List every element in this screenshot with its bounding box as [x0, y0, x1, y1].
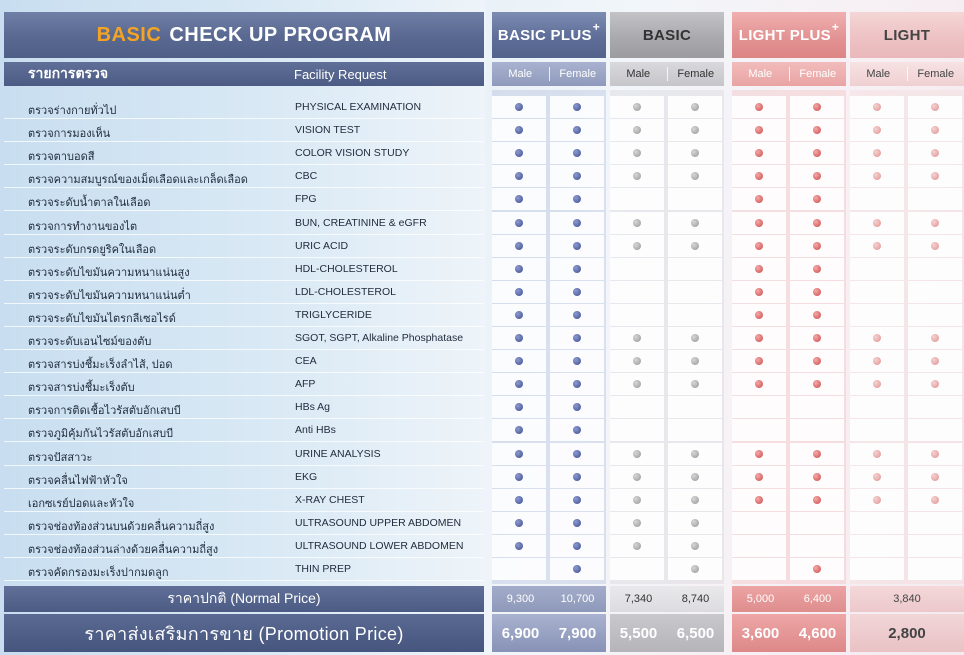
plus-mark: +: [831, 20, 840, 34]
gender-female-label: Female: [917, 68, 955, 80]
promotion-price-cell: [732, 614, 846, 652]
col-header-en: Facility Request: [294, 66, 387, 82]
included-dot-icon: [691, 450, 699, 458]
included-dot-icon: [931, 334, 939, 342]
check-cell: [908, 304, 962, 326]
included-dot-icon: [573, 519, 581, 527]
normal-price-value: 3,840: [893, 593, 921, 605]
included-dot-icon: [691, 542, 699, 550]
promotion-price-value: 6,500: [676, 624, 715, 642]
test-row: [4, 258, 484, 281]
check-cell: [908, 281, 962, 303]
gender-female-label: Female: [799, 68, 837, 80]
test-name-thai: ตรวจคัดกรองมะเร็งปากมดลูก: [28, 567, 169, 579]
included-dot-icon: [691, 219, 699, 227]
test-row: [4, 119, 484, 142]
check-cell: [850, 558, 904, 580]
test-name-en: CEA: [295, 355, 317, 368]
included-dot-icon: [633, 519, 641, 527]
included-dot-icon: [633, 542, 641, 550]
promotion-price-value: 4,600: [798, 624, 837, 642]
check-cell: [610, 419, 664, 441]
test-name-en: COLOR VISION STUDY: [295, 147, 410, 160]
included-dot-icon: [873, 242, 881, 250]
included-dot-icon: [873, 473, 881, 481]
check-cell: [850, 281, 904, 303]
test-name-thai: ตรวจระดับไขมันความหนาแน่นต่ำ: [28, 289, 191, 302]
promotion-price-value: 5,500: [619, 624, 658, 642]
included-dot-icon: [691, 565, 699, 573]
included-dot-icon: [573, 311, 581, 319]
check-cell: [790, 396, 844, 418]
test-row: [4, 304, 484, 327]
check-cell: [732, 535, 786, 557]
check-cell: [610, 281, 664, 303]
column-header-left: [4, 62, 484, 86]
gender-header: [610, 62, 724, 86]
included-dot-icon: [755, 219, 763, 227]
gender-male-label: Male: [626, 68, 651, 80]
test-row: [4, 188, 484, 211]
test-name-en: BUN, CREATININE & eGFR: [295, 216, 427, 229]
test-name-en: THIN PREP: [295, 563, 352, 575]
included-dot-icon: [931, 219, 939, 227]
test-name-thai: ตรวจการมองเห็น: [28, 128, 111, 141]
included-dot-icon: [573, 565, 581, 573]
included-dot-icon: [813, 473, 821, 481]
test-name-en: URINE ANALYSIS: [295, 447, 381, 460]
promotion-price-cell: [610, 614, 724, 652]
normal-price-cell: [850, 586, 964, 612]
included-dot-icon: [873, 219, 881, 227]
test-row: [4, 235, 484, 258]
test-name-thai: ตรวจระดับไขมันความหนาแน่นสูง: [28, 266, 190, 279]
test-row: [4, 281, 484, 304]
check-cell: [732, 419, 786, 441]
test-row: [4, 212, 484, 235]
test-row: [4, 466, 484, 489]
test-row: [4, 443, 484, 466]
check-cell: [850, 304, 904, 326]
col-header-thai: รายการตรวจ: [28, 65, 109, 81]
promotion-price-cell: [850, 614, 964, 652]
included-dot-icon: [813, 265, 821, 273]
check-cell: [732, 512, 786, 534]
check-cell: [668, 281, 722, 303]
program-title: [4, 12, 484, 58]
gender-male-label: Male: [748, 68, 773, 80]
included-dot-icon: [573, 473, 581, 481]
test-name-thai: ตรวจความสมบูรณ์ของเม็ดเลือดและเกล็ดเลือด: [28, 174, 248, 187]
test-name-en: HBs Ag: [295, 401, 331, 414]
promotion-price-label: ราคาส่งเสริมการขาย (Promotion Price): [4, 614, 484, 652]
test-row: [4, 142, 484, 165]
included-dot-icon: [573, 265, 581, 273]
promotion-price-value: 7,900: [558, 624, 597, 642]
normal-price-cell: [732, 586, 846, 612]
check-cell: [850, 188, 904, 210]
normal-price-value: 9,300: [506, 593, 535, 605]
check-cell: [610, 396, 664, 418]
test-row: [4, 535, 484, 558]
promotion-price-value: 6,900: [501, 624, 540, 642]
test-row: [4, 327, 484, 350]
test-name-en: X-RAY CHEST: [295, 493, 365, 506]
package-name: LIGHT PLUS: [738, 26, 831, 44]
check-cell: [850, 419, 904, 441]
package-name: BASIC: [642, 26, 692, 44]
check-cell: [850, 535, 904, 557]
check-cell: [908, 188, 962, 210]
gender-male-label: Male: [508, 68, 533, 80]
check-cell: [908, 419, 962, 441]
included-dot-icon: [573, 219, 581, 227]
normal-price-value: 6,400: [803, 593, 832, 605]
included-dot-icon: [691, 473, 699, 481]
included-dot-icon: [633, 242, 641, 250]
test-name-thai: ตรวจระดับเอนไซม์ของตับ: [28, 336, 152, 348]
included-dot-icon: [691, 242, 699, 250]
check-cell: [610, 188, 664, 210]
test-name-thai: ตรวจภูมิคุ้มกันไวรัสตับอักเสบบี: [28, 428, 174, 441]
included-dot-icon: [633, 473, 641, 481]
test-name-en: AFP: [295, 378, 316, 391]
included-dot-icon: [755, 265, 763, 273]
included-dot-icon: [573, 288, 581, 296]
included-dot-icon: [633, 219, 641, 227]
included-dot-icon: [515, 265, 523, 273]
check-cell: [790, 512, 844, 534]
included-dot-icon: [755, 334, 763, 342]
test-row: [4, 96, 484, 119]
test-name-en: LDL-CHOLESTEROL: [295, 285, 396, 298]
included-dot-icon: [813, 311, 821, 319]
included-dot-icon: [755, 450, 763, 458]
included-dot-icon: [515, 519, 523, 527]
check-cell: [790, 535, 844, 557]
gender-header: [492, 62, 606, 86]
included-dot-icon: [813, 103, 821, 111]
included-dot-icon: [633, 450, 641, 458]
normal-price-cell: [492, 586, 606, 612]
normal-price-value: 7,340: [624, 593, 653, 605]
promotion-price-value: 3,600: [741, 624, 780, 642]
test-name-thai: ตรวจปัสสาวะ: [28, 451, 93, 464]
test-name-en: PHYSICAL EXAMINATION: [295, 101, 422, 113]
included-dot-icon: [873, 103, 881, 111]
test-name-thai: ตรวจตาบอดสี: [28, 151, 95, 164]
included-dot-icon: [691, 496, 699, 504]
included-dot-icon: [755, 103, 763, 111]
normal-price-cell: [610, 586, 724, 612]
test-name-thai: ตรวจช่องท้องส่วนล่างด้วยคลื่นความถี่สูง: [28, 543, 219, 556]
package-name: LIGHT: [883, 26, 931, 44]
test-name-thai: ตรวจสารบ่งชี้มะเร็งตับ: [28, 382, 135, 395]
test-name-thai: เอกซเรย์ปอดและหัวใจ: [28, 497, 135, 510]
gender-header: [850, 62, 964, 86]
check-cell: [850, 258, 904, 280]
title-accent: BASIC: [96, 23, 162, 46]
check-cell: [850, 512, 904, 534]
included-dot-icon: [691, 103, 699, 111]
test-row: [4, 512, 484, 535]
check-cell: [668, 258, 722, 280]
check-cell: [732, 396, 786, 418]
included-dot-icon: [931, 103, 939, 111]
included-dot-icon: [813, 565, 821, 573]
package-header: [492, 12, 606, 58]
included-dot-icon: [755, 288, 763, 296]
included-dot-icon: [813, 496, 821, 504]
check-cell: [668, 304, 722, 326]
test-name-en: EKG: [295, 470, 318, 483]
included-dot-icon: [515, 242, 523, 250]
test-name-thai: ตรวจร่างกายทั่วไป: [28, 105, 117, 117]
gender-female-label: Female: [677, 68, 715, 80]
promotion-price-value: 2,800: [888, 624, 926, 642]
included-dot-icon: [573, 496, 581, 504]
normal-price-label: ราคาปกติ (Normal Price): [4, 586, 484, 612]
included-dot-icon: [813, 219, 821, 227]
gender-header: [732, 62, 846, 86]
test-name-en: Anti HBs: [295, 424, 336, 437]
included-dot-icon: [813, 450, 821, 458]
check-cell: [668, 188, 722, 210]
check-cell: [790, 419, 844, 441]
included-dot-icon: [873, 334, 881, 342]
test-name-en: SGOT, SGPT, Alkaline Phosphatase: [295, 332, 464, 344]
included-dot-icon: [931, 496, 939, 504]
included-dot-icon: [515, 542, 523, 550]
package-header: [610, 12, 724, 58]
check-cell: [908, 558, 962, 580]
package-header: [850, 12, 964, 58]
included-dot-icon: [515, 219, 523, 227]
normal-price-value: 10,700: [560, 593, 595, 605]
promotion-price-cell: [492, 614, 606, 652]
test-name-thai: ตรวจช่องท้องส่วนบนด้วยคลื่นความถี่สูง: [28, 520, 215, 533]
check-cell: [908, 396, 962, 418]
test-row: [4, 396, 484, 419]
test-name-thai: ตรวจการทำงานของไต: [28, 220, 138, 233]
included-dot-icon: [515, 288, 523, 296]
test-name-thai: ตรวจสารบ่งชี้มะเร็งลำไส้, ปอด: [28, 359, 173, 372]
plus-mark: +: [592, 20, 601, 34]
included-dot-icon: [515, 450, 523, 458]
included-dot-icon: [515, 496, 523, 504]
test-name-en: CBC: [295, 170, 318, 183]
check-cell: [850, 396, 904, 418]
included-dot-icon: [573, 542, 581, 550]
gender-female-label: Female: [559, 68, 597, 80]
check-cell: [908, 512, 962, 534]
test-row: [4, 558, 484, 581]
included-dot-icon: [515, 103, 523, 111]
included-dot-icon: [755, 473, 763, 481]
included-dot-icon: [813, 242, 821, 250]
included-dot-icon: [755, 311, 763, 319]
check-cell: [610, 304, 664, 326]
included-dot-icon: [873, 450, 881, 458]
package-name: BASIC PLUS: [497, 26, 592, 44]
test-name-en: VISION TEST: [295, 124, 361, 137]
check-cell: [610, 558, 664, 580]
included-dot-icon: [515, 473, 523, 481]
included-dot-icon: [573, 450, 581, 458]
title-rest: CHECK UP PROGRAM: [169, 23, 392, 46]
test-name-en: URIC ACID: [295, 239, 349, 252]
normal-price-value: 5,000: [746, 593, 775, 605]
test-row: [4, 165, 484, 188]
check-cell: [732, 558, 786, 580]
included-dot-icon: [573, 242, 581, 250]
package-header: [732, 12, 846, 58]
included-dot-icon: [633, 334, 641, 342]
test-name-thai: ตรวจระดับกรดยูริคในเลือด: [28, 243, 157, 256]
test-row: [4, 373, 484, 396]
gender-male-label: Male: [866, 68, 891, 80]
included-dot-icon: [515, 334, 523, 342]
included-dot-icon: [813, 334, 821, 342]
included-dot-icon: [515, 311, 523, 319]
test-name-en: ULTRASOUND LOWER ABDOMEN: [295, 539, 464, 552]
check-cell: [908, 258, 962, 280]
check-cell: [668, 396, 722, 418]
test-name-thai: ตรวจระดับน้ำตาลในเลือด: [28, 197, 151, 210]
included-dot-icon: [633, 103, 641, 111]
test-name-thai: ตรวจคลื่นไฟฟ้าหัวใจ: [28, 474, 128, 487]
test-name-en: FPG: [295, 193, 317, 206]
check-cell: [668, 419, 722, 441]
normal-price-value: 8,740: [681, 593, 710, 605]
test-name-en: ULTRASOUND UPPER ABDOMEN: [295, 516, 462, 529]
test-name-thai: ตรวจการติดเชื้อไวรัสตับอักเสบบี: [28, 405, 181, 418]
test-row: [4, 350, 484, 373]
included-dot-icon: [691, 334, 699, 342]
check-cell: [492, 558, 546, 580]
included-dot-icon: [813, 288, 821, 296]
included-dot-icon: [573, 103, 581, 111]
included-dot-icon: [691, 519, 699, 527]
included-dot-icon: [873, 496, 881, 504]
test-name-thai: ตรวจระดับไขมันไตรกลีเซอไรด์: [28, 312, 176, 325]
included-dot-icon: [931, 242, 939, 250]
included-dot-icon: [755, 242, 763, 250]
check-cell: [908, 535, 962, 557]
included-dot-icon: [931, 450, 939, 458]
included-dot-icon: [931, 473, 939, 481]
included-dot-icon: [755, 496, 763, 504]
test-row: [4, 419, 484, 442]
included-dot-icon: [573, 334, 581, 342]
test-row: [4, 489, 484, 512]
test-name-en: HDL-CHOLESTEROL: [295, 262, 398, 275]
test-name-en: TRIGLYCERIDE: [295, 308, 372, 321]
check-cell: [610, 258, 664, 280]
included-dot-icon: [633, 496, 641, 504]
